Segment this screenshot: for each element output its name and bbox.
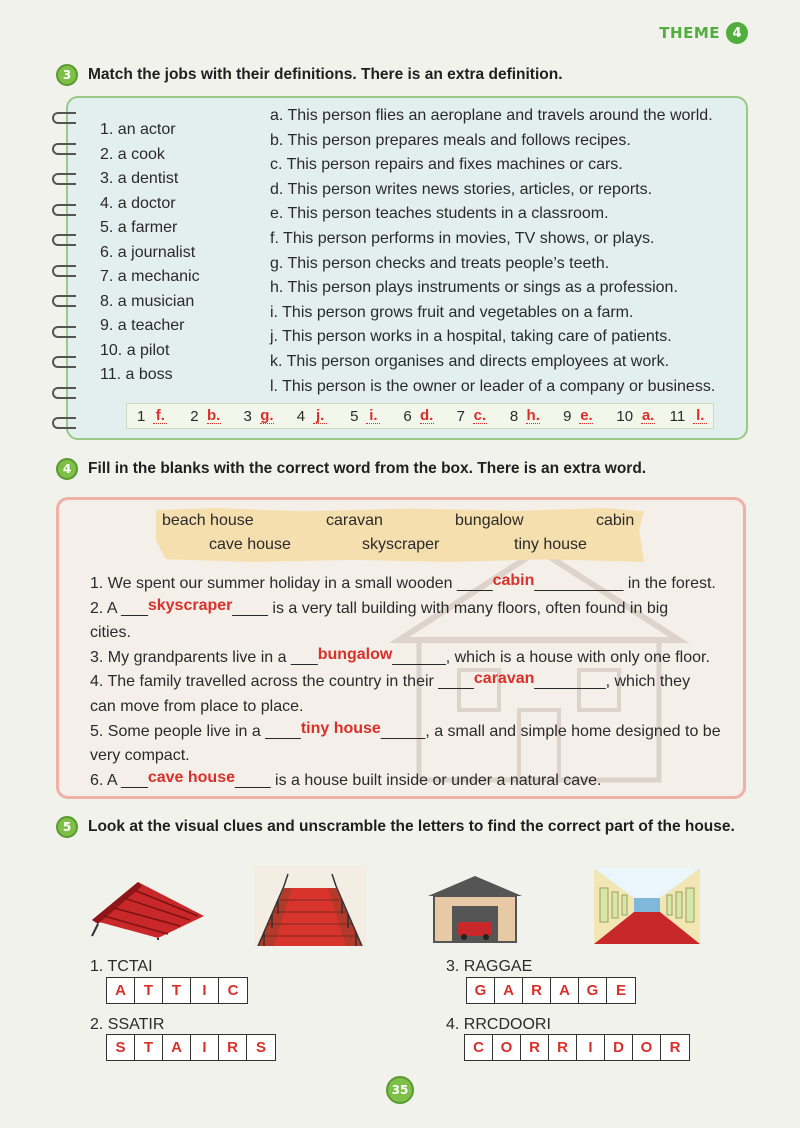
word-tiny-house: tiny house bbox=[514, 536, 587, 553]
definition-item: e. This person teaches students in a classroom. bbox=[270, 205, 609, 223]
letter-box[interactable]: O bbox=[633, 1035, 661, 1060]
letter-box[interactable]: R bbox=[521, 1035, 549, 1060]
answer-number: 7 bbox=[456, 407, 465, 425]
answer-number: 9 bbox=[563, 407, 572, 425]
sentence-line bbox=[90, 621, 131, 646]
job-item: 9. a teacher bbox=[100, 317, 185, 334]
letter-box[interactable]: T bbox=[163, 978, 191, 1003]
letter-box[interactable]: R bbox=[549, 1035, 577, 1060]
answer-cell bbox=[553, 408, 606, 425]
answer-cell bbox=[127, 408, 180, 425]
word-caravan: caravan bbox=[326, 512, 383, 529]
blank-answer[interactable]: cabin bbox=[492, 572, 535, 589]
answer-number: 1 bbox=[137, 407, 146, 425]
sentence-line bbox=[90, 695, 303, 720]
answer-cell bbox=[287, 408, 340, 425]
ring-icon bbox=[52, 326, 76, 338]
answers-row bbox=[126, 403, 714, 429]
answer-cell bbox=[606, 408, 659, 425]
sentence-text: ____ is a very tall building with many floors, often found in big bbox=[232, 599, 669, 617]
word-skyscraper: skyscraper bbox=[362, 536, 440, 553]
ring-icon bbox=[52, 265, 76, 277]
definition-item: i. This person grows fruit and vegetables on a farm. bbox=[270, 303, 634, 321]
theme-badge bbox=[659, 22, 748, 44]
stairs-icon bbox=[254, 866, 366, 946]
definition-item: k. This person organises and directs employees at work. bbox=[270, 352, 670, 370]
letter-box[interactable]: I bbox=[191, 1035, 219, 1060]
letter-box[interactable]: T bbox=[135, 1035, 163, 1060]
sentence-line bbox=[90, 769, 601, 794]
definitions-list bbox=[270, 104, 715, 399]
section-4-number: 4 bbox=[56, 458, 78, 480]
blank-answer[interactable]: caravan bbox=[473, 670, 535, 688]
sentence-text: can move from place to place. bbox=[90, 698, 304, 715]
answer-cell bbox=[447, 408, 500, 425]
answer-value[interactable]: d. bbox=[420, 407, 434, 424]
sentence-text: ______, which is a house with only one floor. bbox=[392, 648, 710, 666]
clue-1: 1. TCTAI bbox=[90, 958, 153, 975]
sentence-text: 2. A ___ bbox=[90, 599, 148, 617]
job-item: 2. a cook bbox=[100, 145, 165, 163]
clue-3: 3. RAGGAE bbox=[446, 958, 533, 975]
definition-item: c. This person repairs and fixes machines or cars. bbox=[270, 156, 623, 174]
sentence-text: 3. My grandparents live in a ___ bbox=[90, 648, 318, 666]
page-number: 35 bbox=[386, 1076, 414, 1104]
answer-cell bbox=[340, 408, 393, 425]
job-item: 6. a journalist bbox=[100, 243, 196, 261]
letter-box[interactable]: T bbox=[135, 978, 163, 1003]
ring-icon bbox=[52, 417, 76, 429]
answer-value[interactable]: i. bbox=[366, 408, 380, 424]
answer-number: 5 bbox=[350, 407, 359, 425]
definition-item: d. This person writes news stories, articles, or reports. bbox=[270, 180, 653, 198]
job-item: 11. a boss bbox=[100, 366, 173, 383]
definition-item: b. This person prepares meals and follows recipes. bbox=[270, 131, 631, 149]
answer-value[interactable]: j. bbox=[313, 408, 327, 424]
letter-box[interactable]: G bbox=[467, 978, 495, 1003]
ring-icon bbox=[52, 173, 76, 185]
blank-answer[interactable]: bungalow bbox=[317, 645, 393, 663]
garage-icon bbox=[426, 874, 524, 944]
answer-boxes-3 bbox=[466, 977, 636, 1004]
job-item: 1. an actor bbox=[100, 121, 176, 138]
word-beach-house: beach house bbox=[162, 512, 254, 529]
letter-box[interactable]: C bbox=[227, 982, 239, 999]
answer-value[interactable]: h. bbox=[526, 407, 540, 424]
jobs-list bbox=[100, 118, 200, 388]
letter-box[interactable]: I bbox=[577, 1035, 605, 1060]
definition-item: a. This person flies an aeroplane and travels around the world. bbox=[270, 107, 713, 124]
section-4-heading bbox=[56, 458, 746, 480]
sentence-text: cities. bbox=[90, 624, 131, 642]
clue-4: 4. RRCDOORI bbox=[446, 1016, 551, 1033]
answer-value[interactable]: f. bbox=[153, 408, 167, 424]
section-5-number: 5 bbox=[56, 816, 78, 838]
definition-item: h. This person plays instruments or sings as a profession. bbox=[270, 279, 678, 297]
sentence-line bbox=[90, 670, 690, 695]
sentence-text: 5. Some people live in a ____ bbox=[90, 722, 301, 740]
section-3-title: Match the jobs with their definitions. There is an extra definition. bbox=[88, 66, 563, 83]
sentence-text: ________, which they bbox=[534, 673, 691, 691]
sentence-text: __________ in the forest. bbox=[534, 575, 716, 592]
answer-value[interactable]: e. bbox=[580, 407, 593, 424]
job-item: 8. a musician bbox=[100, 292, 195, 310]
ring-icon bbox=[52, 112, 76, 124]
blank-answer[interactable]: skyscraper bbox=[147, 596, 233, 614]
answer-cell bbox=[660, 408, 713, 425]
job-item: 4. a doctor bbox=[100, 194, 176, 212]
answer-value[interactable]: a. bbox=[641, 407, 655, 424]
letter-box[interactable]: A bbox=[551, 978, 579, 1003]
ring-icon bbox=[52, 143, 76, 155]
letter-box[interactable]: D bbox=[605, 1035, 633, 1060]
word-cabin: cabin bbox=[596, 512, 635, 529]
sentence-line bbox=[90, 646, 710, 671]
section-3-heading bbox=[56, 64, 746, 86]
sentence-text: ____ is a house built inside or under a natural cave. bbox=[235, 771, 602, 789]
definition-item: g. This person checks and treats people’s teeth. bbox=[270, 254, 610, 272]
section-4-title: Fill in the blanks with the correct word from the box. There is an extra word. bbox=[88, 460, 647, 477]
letter-box[interactable]: S bbox=[107, 1035, 135, 1060]
answer-cell bbox=[234, 408, 287, 425]
letter-box[interactable]: A bbox=[495, 978, 523, 1003]
section-5-heading bbox=[56, 816, 746, 838]
sentence-line bbox=[90, 572, 716, 597]
roof-tiles-icon bbox=[88, 876, 208, 940]
ring-icon bbox=[52, 387, 76, 399]
answer-number: 4 bbox=[296, 407, 306, 425]
letter-box[interactable]: R bbox=[669, 1039, 681, 1056]
answer-boxes-1 bbox=[106, 977, 248, 1004]
theme-number: 4 bbox=[726, 22, 748, 44]
word-cave-house: cave house bbox=[209, 536, 291, 553]
letter-box[interactable]: C bbox=[465, 1035, 493, 1060]
answer-value[interactable]: b. bbox=[206, 407, 221, 424]
sentence-line bbox=[90, 744, 190, 769]
answer-boxes-2 bbox=[106, 1034, 276, 1061]
word-bungalow: bungalow bbox=[455, 512, 524, 529]
letter-box[interactable]: S bbox=[255, 1039, 266, 1056]
sentence-text: _____, a small and simple home designed to be bbox=[380, 722, 721, 740]
ring-icon bbox=[52, 356, 76, 368]
section-5-title: Look at the visual clues and unscramble the letters to find the correct part of the house. bbox=[88, 818, 735, 835]
answer-value[interactable]: g. bbox=[260, 407, 274, 424]
letter-box[interactable]: R bbox=[219, 1035, 247, 1060]
answer-cell bbox=[180, 408, 233, 425]
blank-answer[interactable]: cave house bbox=[147, 768, 235, 786]
answer-number: 11 bbox=[669, 407, 686, 425]
sentence-line bbox=[90, 720, 721, 745]
definition-item: j. This person works in a hospital, taking care of patients. bbox=[270, 328, 672, 346]
ring-icon bbox=[52, 204, 76, 216]
corridor-icon bbox=[594, 868, 700, 944]
section-3-number: 3 bbox=[56, 64, 78, 86]
definition-item: f. This person performs in movies, TV shows, or plays. bbox=[270, 229, 655, 247]
job-item: 5. a farmer bbox=[100, 219, 178, 236]
letter-box[interactable]: O bbox=[493, 1035, 521, 1060]
letter-box[interactable]: A bbox=[107, 978, 135, 1003]
sentence-text: 1. We spent our summer holiday in a small wooden ____ bbox=[90, 575, 493, 592]
job-item: 10. a pilot bbox=[100, 341, 170, 359]
ring-icon bbox=[52, 295, 76, 307]
answer-number: 10 bbox=[616, 407, 634, 425]
answer-cell bbox=[393, 408, 446, 425]
answer-cell bbox=[500, 408, 553, 425]
job-item: 3. a dentist bbox=[100, 170, 179, 187]
answer-value[interactable]: l. bbox=[693, 408, 707, 424]
letter-box[interactable]: R bbox=[523, 978, 551, 1003]
sentence-text: very compact. bbox=[90, 747, 190, 765]
blank-answer[interactable]: tiny house bbox=[300, 719, 381, 737]
answer-value[interactable]: c. bbox=[473, 407, 487, 424]
sentence-line bbox=[90, 597, 668, 622]
letter-box[interactable]: I bbox=[191, 978, 219, 1003]
answer-boxes-4 bbox=[464, 1034, 690, 1061]
sentence-text: 6. A ___ bbox=[90, 771, 148, 789]
theme-label: THEME bbox=[659, 24, 720, 42]
clue-2: 2. SSATIR bbox=[90, 1016, 165, 1033]
letter-box[interactable]: E bbox=[615, 982, 626, 999]
answer-number: 2 bbox=[190, 407, 199, 425]
sentence-text: 4. The family travelled across the country in their ____ bbox=[90, 673, 474, 691]
answer-number: 3 bbox=[243, 407, 252, 425]
answer-number: 8 bbox=[509, 407, 519, 425]
letter-box[interactable]: G bbox=[579, 978, 607, 1003]
answer-number: 6 bbox=[403, 407, 412, 425]
definition-item: l. This person is the owner or leader of a company or business. bbox=[270, 377, 716, 395]
ring-icon bbox=[52, 234, 76, 246]
job-item: 7. a mechanic bbox=[100, 268, 200, 285]
letter-box[interactable]: A bbox=[163, 1035, 191, 1060]
